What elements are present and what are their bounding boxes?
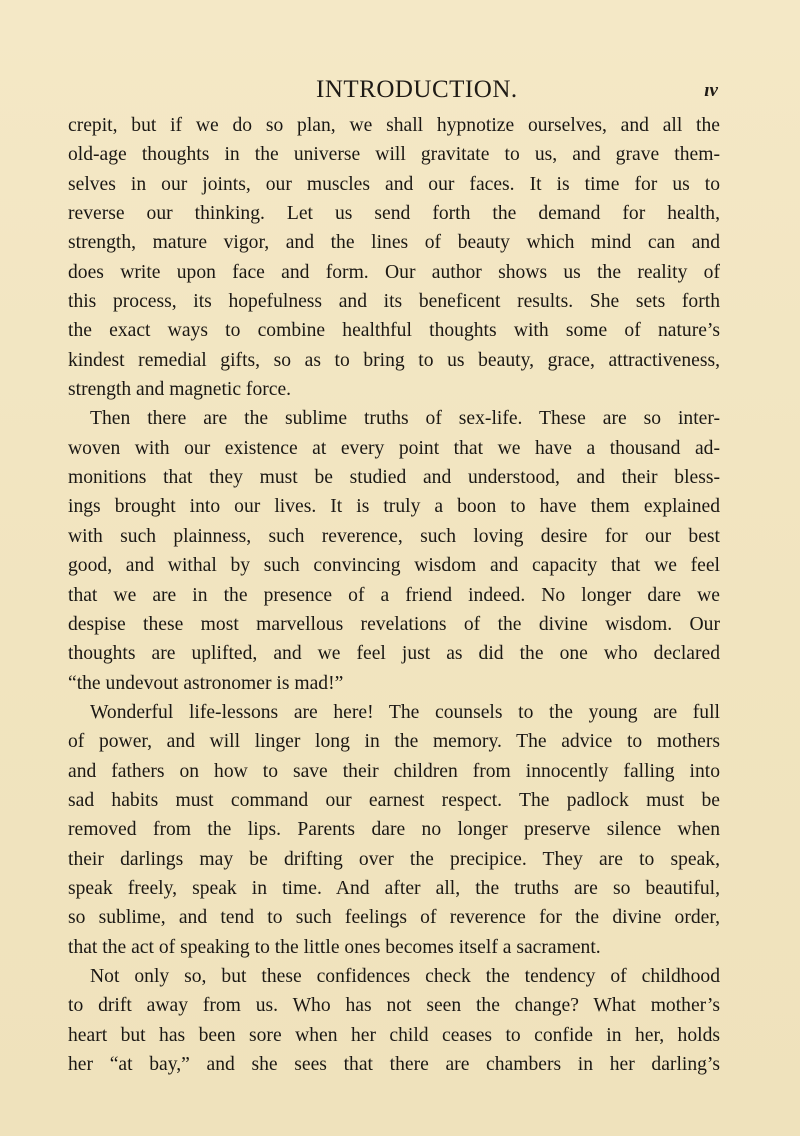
text-line: the exact ways to combine healthful thoughts with some of nature’s: [68, 320, 720, 342]
text-line: strength and magnetic force.: [68, 379, 292, 401]
text-line: and fathers on how to save their children from innocently falling into: [68, 760, 720, 782]
text-line: “the undevout astronomer is mad!”: [68, 672, 344, 694]
text-line: old-age thoughts in the universe will gravitate to us, and grave them-: [68, 144, 720, 166]
text-line: does write upon face and form. Our author shows us the reality of: [68, 261, 720, 283]
text-line: Then there are the sublime truths of sex-life. These are so inter-: [90, 408, 720, 430]
text-line: despise these most marvellous revelations of the divine wisdom. Our: [68, 613, 720, 635]
text-line: reverse our thinking. Let us send forth the demand for health,: [68, 203, 720, 225]
text-line: removed from the lips. Parents dare no longer preserve silence when: [68, 819, 720, 841]
body-text: [68, 111, 720, 1079]
text-line: that the act of speaking to the little ones becomes itself a sacrament.: [68, 936, 601, 958]
text-line: Not only so, but these confidences check the tendency of childhood: [90, 965, 720, 987]
text-line: thoughts are uplifted, and we feel just as did the one who declared: [68, 643, 720, 665]
text-line: kindest remedial gifts, so as to bring to us beauty, grace, attractiveness,: [68, 349, 720, 371]
text-line: with such plainness, such reverence, such loving desire for our best: [68, 525, 720, 547]
text-line: woven with our existence at every point that we have a thousand ad-: [68, 437, 720, 459]
text-line: her “at bay,” and she sees that there are chambers in her darling’s: [68, 1054, 720, 1075]
text-line: selves in our joints, our muscles and our faces. It is time for us to: [68, 173, 720, 195]
text-line: to drift away from us. Who has not seen the change? What mother’s: [68, 995, 720, 1017]
text-line: sad habits must command our earnest respect. The padlock must be: [68, 789, 720, 811]
text-line: ings brought into our lives. It is truly a boon to have them explained: [68, 496, 720, 518]
running-head: [68, 75, 718, 105]
text-line: good, and withal by such convincing wisdom and capacity that we feel: [68, 555, 720, 577]
text-line: crepit, but if we do so plan, we shall hypnotize ourselves, and all the: [68, 115, 720, 136]
text-line: speak freely, speak in time. And after all, the truths are so beautiful,: [68, 877, 720, 899]
text-line: monitions that they must be studied and understood, and their bless-: [68, 467, 720, 489]
text-line: so sublime, and tend to such feelings of reverence for the divine order,: [68, 907, 720, 929]
running-title: INTRODUCTION.: [316, 76, 518, 103]
text-line: their darlings may be drifting over the precipice. They are to speak,: [68, 848, 720, 870]
text-line: strength, mature vigor, and the lines of beauty which mind can and: [68, 232, 720, 254]
text-line: Wonderful life-lessons are here! The counsels to the young are full: [90, 701, 720, 723]
page-number: ıv: [704, 80, 718, 101]
text-line: this process, its hopefulness and its beneficent results. She sets forth: [68, 291, 720, 313]
text-line: that we are in the presence of a friend indeed. No longer dare we: [68, 584, 720, 606]
text-line: of power, and will linger long in the memory. The advice to mothers: [68, 731, 720, 753]
text-line: heart but has been sore when her child ceases to confide in her, holds: [68, 1024, 720, 1046]
